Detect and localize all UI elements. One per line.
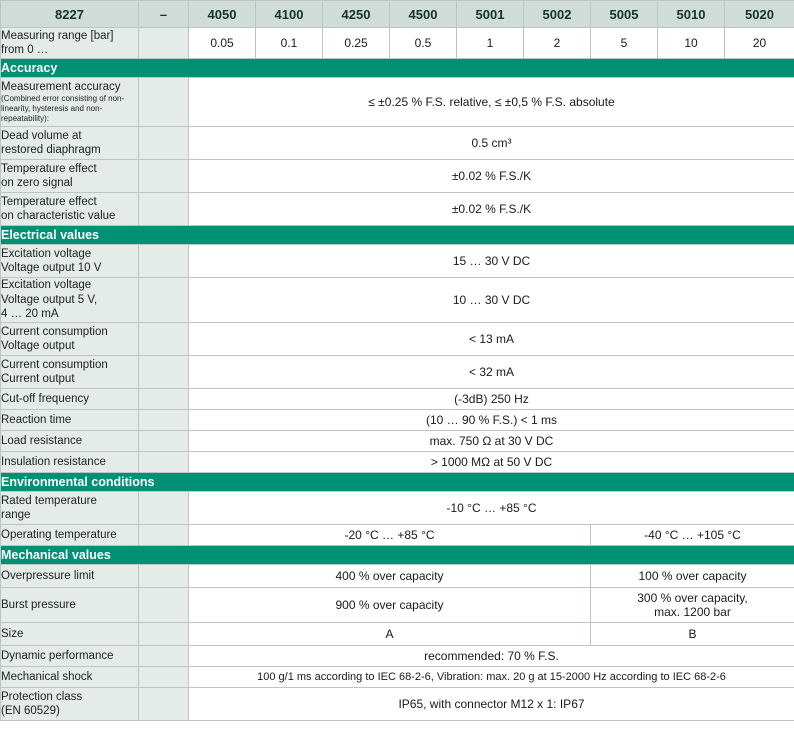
reaction-time-spacer xyxy=(139,410,189,431)
rated-temp-value: -10 °C … +85 °C xyxy=(189,492,794,525)
rated-temp-row xyxy=(1,492,794,525)
insulation-resistance-row xyxy=(1,452,794,473)
size-label: Size xyxy=(1,623,139,646)
dynamic-performance-label: Dynamic performance xyxy=(1,646,139,667)
overpressure-value-right: 100 % over capacity xyxy=(591,565,794,588)
measuring-range-spacer xyxy=(139,28,189,59)
current-current-output-spacer xyxy=(139,356,189,389)
current-current-output-label-line1: Current consumption xyxy=(1,358,108,371)
excitation-10v-label xyxy=(1,245,139,278)
header-dash: – xyxy=(139,1,189,28)
range-value-4250: 0.25 xyxy=(323,28,390,59)
mechanical-shock-value: 100 g/1 ms according to IEC 68-2-6, Vibration: max. 20 g at 15-2000 Hz according to IEC 68-2-6 xyxy=(189,667,794,688)
burst-pressure-label: Burst pressure xyxy=(1,588,139,623)
range-value-5020: 20 xyxy=(725,28,794,59)
protection-class-row xyxy=(1,688,794,721)
section-accuracy-row xyxy=(1,59,794,78)
current-current-output-label xyxy=(1,356,139,389)
range-value-5001: 1 xyxy=(457,28,524,59)
burst-pressure-row xyxy=(1,588,794,623)
excitation-5v-spacer xyxy=(139,278,189,323)
protection-class-spacer xyxy=(139,688,189,721)
section-electrical-label: Electrical values xyxy=(1,226,794,245)
range-value-4050: 0.05 xyxy=(189,28,256,59)
overpressure-spacer xyxy=(139,565,189,588)
temp-zero-value: ±0.02 % F.S./K xyxy=(189,160,794,193)
mechanical-shock-row xyxy=(1,667,794,688)
temp-char-label-line1: Temperature effect xyxy=(1,195,97,208)
operating-temp-spacer xyxy=(139,525,189,546)
header-code-4500: 4500 xyxy=(390,1,457,28)
excitation-10v-label-line1: Excitation voltage xyxy=(1,247,92,260)
burst-pressure-value-right-line1: 300 % over capacity, xyxy=(637,591,748,605)
load-resistance-row xyxy=(1,431,794,452)
overpressure-value-left: 400 % over capacity xyxy=(189,565,591,588)
temp-zero-label-line2: on zero signal xyxy=(1,177,73,189)
excitation-5v-row xyxy=(1,278,794,323)
dynamic-performance-value: recommended: 70 % F.S. xyxy=(189,646,794,667)
measuring-range-label xyxy=(1,28,139,59)
excitation-5v-value: 10 … 30 V DC xyxy=(189,278,794,323)
dynamic-performance-spacer xyxy=(139,646,189,667)
burst-pressure-value-left: 900 % over capacity xyxy=(189,588,591,623)
cutoff-value: (-3dB) 250 Hz xyxy=(189,389,794,410)
header-code-5002: 5002 xyxy=(524,1,591,28)
burst-pressure-spacer xyxy=(139,588,189,623)
section-mechanical-label: Mechanical values xyxy=(1,546,794,565)
temp-char-label xyxy=(1,193,139,226)
measuring-range-row xyxy=(1,28,794,59)
section-mechanical-row xyxy=(1,546,794,565)
operating-temp-row xyxy=(1,525,794,546)
header-code-5005: 5005 xyxy=(591,1,658,28)
measurement-accuracy-spacer xyxy=(139,78,189,127)
current-voltage-output-label-line1: Current consumption xyxy=(1,325,108,338)
excitation-5v-label-line1: Excitation voltage xyxy=(1,279,92,292)
header-code-5010: 5010 xyxy=(658,1,725,28)
insulation-resistance-value: > 1000 MΩ at 50 V DC xyxy=(189,452,794,473)
temp-zero-label-line1: Temperature effect xyxy=(1,162,97,175)
section-accuracy-label: Accuracy xyxy=(1,59,794,78)
current-voltage-output-row xyxy=(1,323,794,356)
reaction-time-label: Reaction time xyxy=(1,410,139,431)
header-row xyxy=(1,1,794,28)
dead-volume-spacer xyxy=(139,127,189,160)
measurement-accuracy-label-main: Measurement accuracy xyxy=(1,80,121,93)
load-resistance-label: Load resistance xyxy=(1,431,139,452)
current-voltage-output-label-line2: Voltage output xyxy=(1,340,75,352)
range-value-5002: 2 xyxy=(524,28,591,59)
insulation-resistance-spacer xyxy=(139,452,189,473)
excitation-5v-label-line2: Voltage output 5 V, xyxy=(1,293,98,306)
measurement-accuracy-label-note: (Combined error consisting of non-linearity, hysteresis and non-repeatability): xyxy=(1,94,125,124)
mechanical-shock-spacer xyxy=(139,667,189,688)
cutoff-label: Cut-off frequency xyxy=(1,389,139,410)
range-value-5005: 5 xyxy=(591,28,658,59)
temp-zero-spacer xyxy=(139,160,189,193)
current-current-output-value: < 32 mA xyxy=(189,356,794,389)
current-current-output-label-line2: Current output xyxy=(1,373,75,385)
excitation-5v-label-line3: 4 … 20 mA xyxy=(1,308,59,321)
size-row xyxy=(1,623,794,646)
load-resistance-spacer xyxy=(139,431,189,452)
burst-pressure-value-right xyxy=(591,588,794,623)
measuring-range-label-line2: from 0 … xyxy=(1,44,49,56)
dynamic-performance-row xyxy=(1,646,794,667)
protection-class-label xyxy=(1,688,139,721)
overpressure-row xyxy=(1,565,794,588)
dead-volume-value: 0.5 cm³ xyxy=(189,127,794,160)
range-value-4100: 0.1 xyxy=(256,28,323,59)
temp-zero-label xyxy=(1,160,139,193)
header-code-4100: 4100 xyxy=(256,1,323,28)
temp-char-label-line2: on characteristic value xyxy=(1,210,116,222)
protection-class-label-line2: (EN 60529) xyxy=(1,705,60,717)
range-value-4500: 0.5 xyxy=(390,28,457,59)
excitation-5v-label xyxy=(1,278,139,323)
operating-temp-label: Operating temperature xyxy=(1,525,139,546)
excitation-10v-label-line2: Voltage output 10 V xyxy=(1,262,102,274)
reaction-time-value: (10 … 90 % F.S.) < 1 ms xyxy=(189,410,794,431)
header-code-5001: 5001 xyxy=(457,1,524,28)
load-resistance-value: max. 750 Ω at 30 V DC xyxy=(189,431,794,452)
size-spacer xyxy=(139,623,189,646)
measuring-range-label-line1: Measuring range [bar] xyxy=(1,29,114,42)
current-voltage-output-value: < 13 mA xyxy=(189,323,794,356)
protection-class-value: IP65, with connector M12 x 1: IP67 xyxy=(189,688,794,721)
mechanical-shock-label: Mechanical shock xyxy=(1,667,139,688)
reaction-time-row xyxy=(1,410,794,431)
section-environmental-label: Environmental conditions xyxy=(1,473,794,492)
cutoff-spacer xyxy=(139,389,189,410)
excitation-10v-row xyxy=(1,245,794,278)
operating-temp-value-right: -40 °C … +105 °C xyxy=(591,525,794,546)
overpressure-label: Overpressure limit xyxy=(1,565,139,588)
size-value-right: B xyxy=(591,623,794,646)
header-code-5020: 5020 xyxy=(725,1,794,28)
cutoff-row xyxy=(1,389,794,410)
measurement-accuracy-value: ≤ ±0.25 % F.S. relative, ≤ ±0,5 % F.S. absolute xyxy=(189,78,794,127)
current-voltage-output-spacer xyxy=(139,323,189,356)
excitation-10v-spacer xyxy=(139,245,189,278)
dead-volume-label xyxy=(1,127,139,160)
dead-volume-label-line2: restored diaphragm xyxy=(1,144,101,156)
current-current-output-row xyxy=(1,356,794,389)
measurement-accuracy-label xyxy=(1,78,139,127)
rated-temp-label-line2: range xyxy=(1,509,31,521)
excitation-10v-value: 15 … 30 V DC xyxy=(189,245,794,278)
current-voltage-output-label xyxy=(1,323,139,356)
section-electrical-row xyxy=(1,226,794,245)
temp-char-value: ±0.02 % F.S./K xyxy=(189,193,794,226)
section-environmental-row xyxy=(1,473,794,492)
header-code-4250: 4250 xyxy=(323,1,390,28)
rated-temp-label-line1: Rated temperature xyxy=(1,494,97,507)
rated-temp-spacer xyxy=(139,492,189,525)
measurement-accuracy-row xyxy=(1,78,794,127)
insulation-resistance-label: Insulation resistance xyxy=(1,452,139,473)
size-value-left: A xyxy=(189,623,591,646)
temp-char-row xyxy=(1,193,794,226)
dead-volume-label-line1: Dead volume at xyxy=(1,129,82,142)
temp-char-spacer xyxy=(139,193,189,226)
operating-temp-value-left: -20 °C … +85 °C xyxy=(189,525,591,546)
protection-class-label-line1: Protection class xyxy=(1,690,83,703)
range-value-5010: 10 xyxy=(658,28,725,59)
model-number: 8227 xyxy=(1,1,139,28)
rated-temp-label xyxy=(1,492,139,525)
dead-volume-row xyxy=(1,127,794,160)
burst-pressure-value-right-line2: max. 1200 bar xyxy=(654,605,731,619)
header-code-4050: 4050 xyxy=(189,1,256,28)
temp-zero-row xyxy=(1,160,794,193)
